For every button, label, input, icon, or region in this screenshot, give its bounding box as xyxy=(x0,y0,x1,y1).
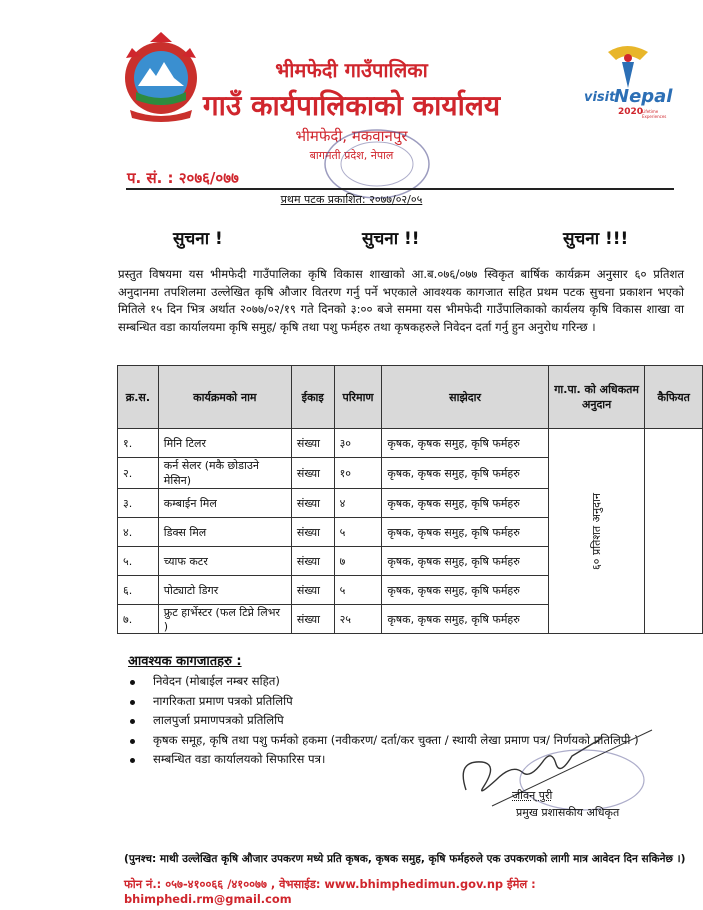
cell-sn: ४. xyxy=(118,518,159,547)
cell-sn: ५. xyxy=(118,547,159,576)
documents-title: आवश्यक कागजातहरु : xyxy=(128,654,242,669)
province-name: बागमती प्रदेश, नेपाल xyxy=(309,149,394,162)
col-header-qty: परिमाण xyxy=(334,366,382,429)
cell-name: पोट्याटो डिगर xyxy=(158,576,291,605)
cell-partner: कृषक, कृषक समुह, कृषि फर्महरु xyxy=(382,458,548,489)
col-header-subsidy: गा.पा. को अधिकतम अनुदान xyxy=(548,366,645,429)
cell-name: डिक्स मिल xyxy=(158,518,291,547)
notice-paragraph: प्रस्तुत विषयमा यस भीमफेदी गाउँपालिका कृषि विकास शाखाको आ.ब.०७६/०७७ स्विकृत बार्षिक कार्यक्रम अनुसार ६० प्रतिशत अनुदानमा तपशिलमा उल्लेखित कृषि औजार वितरण गर्नु पर्ने भएकाले आवश्यक कागजात सहित प्रथम पटक सुचना प्रकाशन भएको मितिले १५ दिन भित्र अर्थात २०७७/०२/१९ गते दिनको ३:०० बजे सममा यस भीमफेदी गाउँपालिकाको कार्यलय कृषि विकास शाखा वा सम्बन्धित वडा कार्यालयमा कृषि समुह/ कृषि तथा पशु फर्महरु तथा कृषकहरुले निवेदन दर्ता गर्नु हुन अनुरोध गरिन्छ । xyxy=(118,267,684,334)
list-item: सम्बन्धित वडा कार्यालयको सिफारिस पत्र। xyxy=(126,750,639,770)
signatory-name: जीवन् पुरी xyxy=(512,789,553,802)
cell-name: फ्रुट हार्भेस्टर (फल टिप्ने लिभर ) xyxy=(158,605,291,634)
col-header-sn: क्र.स. xyxy=(118,366,159,429)
cell-qty: ५ xyxy=(334,518,382,547)
municipality-name: भीमफेदी गाउँपालिका xyxy=(275,58,428,82)
cell-qty: ७ xyxy=(334,547,382,576)
cell-subsidy xyxy=(548,429,645,634)
cell-qty: २५ xyxy=(334,605,382,634)
cell-name: च्याफ कटर xyxy=(158,547,291,576)
cell-unit: संख्या xyxy=(291,576,334,605)
cell-remarks xyxy=(645,429,703,634)
cell-name: मिनि टिलर xyxy=(158,429,291,458)
footnote: (पुनश्च: माथी उल्लेखित कृषि औजार उपकरण मध्ये प्रति कृषक, कृषक समुह, कृषि फर्महरुले एक उपकरणको लागी मात्र आवेदन दिन सकिनेछ ।) xyxy=(124,853,686,865)
reference-number: प. सं. : २०७६/०७७ xyxy=(127,169,239,187)
list-item: नागरिकता प्रमाण पत्रको प्रतिलिपि xyxy=(126,692,639,712)
contact-line: फोन नं.: ०५७-४१००६६ /४१००७७ , वेभसाईड: www.bhimphedimun.gov.np ईमेल : bhimphedi.rm@gmail.com xyxy=(124,877,536,906)
cell-name: कर्न सेलर (मकै छोडाउने मेसिन) xyxy=(158,458,291,489)
notice-heading-1: सुचना ! xyxy=(173,229,223,249)
cell-sn: ७. xyxy=(118,605,159,634)
cell-qty: ५ xyxy=(334,576,382,605)
equipment-table xyxy=(117,365,703,634)
office-name: गाउँ कार्यपालिकाको कार्यालय xyxy=(202,89,501,122)
visit-label: visit xyxy=(584,90,616,105)
notice-heading-3: सुचना !!! xyxy=(563,229,629,249)
list-item: कृषक समूह, कृषि तथा पशु फर्मको हकमा (नवीकरण/ दर्ता/कर चुक्ता / स्थायी लेखा प्रमाण पत्र/ निर्णयको प्रतिलिपी ) xyxy=(126,731,639,751)
cell-qty: १० xyxy=(334,458,382,489)
cell-qty: ४ xyxy=(334,489,382,518)
cell-unit: संख्या xyxy=(291,518,334,547)
cell-sn: २. xyxy=(118,458,159,489)
list-item: लालपुर्जा प्रमाणपत्रको प्रतिलिपि xyxy=(126,711,639,731)
col-header-remarks: कैफियत xyxy=(645,366,703,429)
cell-unit: संख्या xyxy=(291,458,334,489)
first-published-date: प्रथम पटक प्रकाशित: २०७७/०२/०५ xyxy=(280,193,423,206)
col-header-unit: ईकाइ xyxy=(291,366,334,429)
office-location: भीमफेदी, मकवानपुर xyxy=(295,127,408,145)
list-item: निवेदन (मोबाईल नम्बर सहित) xyxy=(126,672,639,692)
signatory-title: प्रमुख प्रशासकीय अधिकृत xyxy=(516,806,620,819)
cell-partner: कृषक, कृषक समुह, कृषि फर्महरु xyxy=(382,489,548,518)
table-row xyxy=(118,429,703,458)
tagline-label: Lifetime Experiences xyxy=(642,109,667,119)
notice-heading-2: सुचना !! xyxy=(362,229,420,249)
col-header-partner: साझेदार xyxy=(382,366,548,429)
cell-sn: ६. xyxy=(118,576,159,605)
cell-qty: ३० xyxy=(334,429,382,458)
cell-partner: कृषक, कृषक समुह, कृषि फर्महरु xyxy=(382,605,548,634)
col-header-name: कार्यक्रमको नाम xyxy=(158,366,291,429)
cell-partner: कृषक, कृषक समुह, कृषि फर्महरु xyxy=(382,429,548,458)
nepal-label: Nepal xyxy=(614,86,673,107)
cell-sn: १. xyxy=(118,429,159,458)
cell-partner: कृषक, कृषक समुह, कृषि फर्महरु xyxy=(382,547,548,576)
year-label: 2020 xyxy=(618,107,644,117)
cell-partner: कृषक, कृषक समुह, कृषि फर्महरु xyxy=(382,576,548,605)
subsidy-text: ६० प्रतिशत अनुदान xyxy=(590,492,604,570)
cell-unit: संख्या xyxy=(291,605,334,634)
cell-name: कम्बाईन मिल xyxy=(158,489,291,518)
cell-unit: संख्या xyxy=(291,429,334,458)
header-divider xyxy=(126,188,674,190)
cell-unit: संख्या xyxy=(291,547,334,576)
table-header-row xyxy=(118,366,703,429)
cell-unit: संख्या xyxy=(291,489,334,518)
cell-sn: ३. xyxy=(118,489,159,518)
cell-partner: कृषक, कृषक समुह, कृषि फर्महरु xyxy=(382,518,548,547)
